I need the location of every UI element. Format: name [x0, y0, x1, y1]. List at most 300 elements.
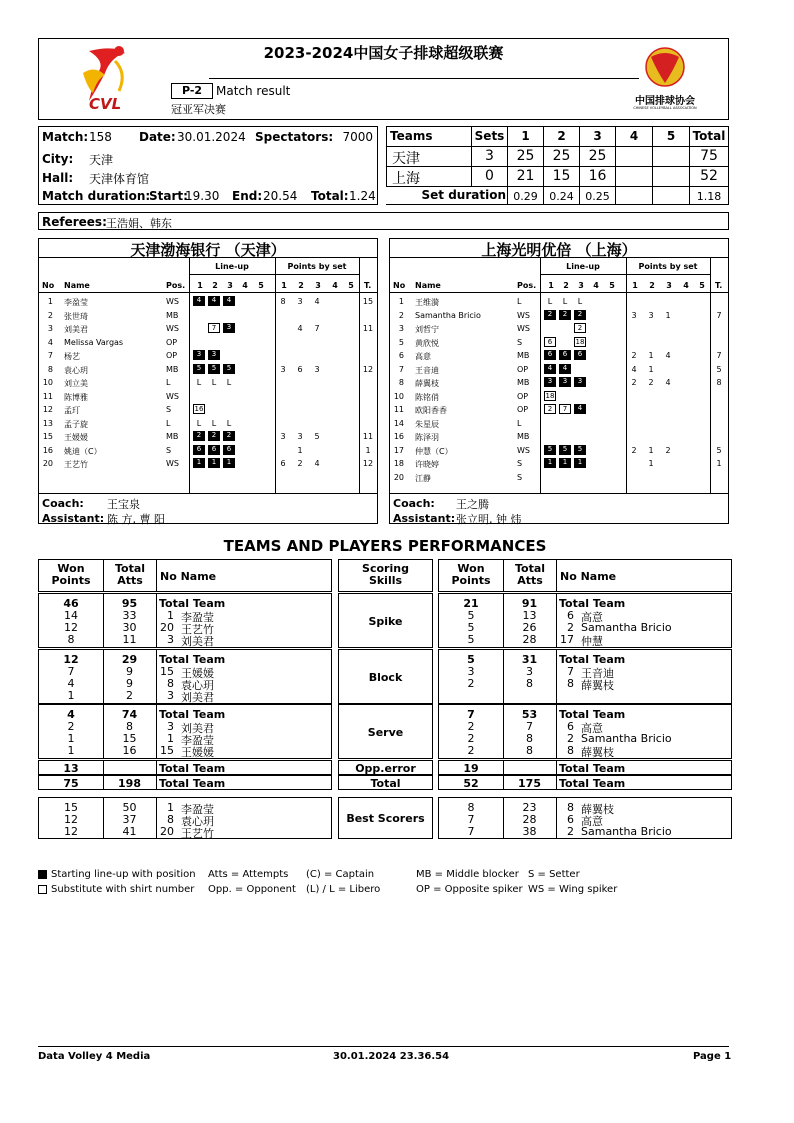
score-header-set3: 3: [593, 129, 602, 143]
team-a-player-row: [39, 403, 377, 416]
total-atts: 9: [126, 677, 133, 690]
referees-names: 王浩娟、韩东: [106, 217, 172, 230]
player-name: Samantha Bricio: [581, 732, 672, 745]
match-date: 30.01.2024: [177, 130, 246, 144]
set-points: 3: [648, 310, 654, 320]
lineup-starter: 5: [544, 445, 556, 455]
player-number: 2: [398, 310, 404, 320]
total-atts: 38: [522, 825, 537, 838]
player-number: 8: [167, 677, 174, 690]
score-team-b-total: 52: [700, 168, 718, 184]
team-a-player-row: [39, 430, 377, 443]
set-points: 6: [280, 459, 286, 468]
player-number: 2: [567, 732, 574, 745]
set-duration-label: Set duration: [421, 188, 506, 202]
left-total-header: Total Atts: [114, 562, 146, 587]
hall-label: Hall:: [42, 171, 74, 185]
player-position: L: [517, 418, 522, 428]
end-time: 20.54: [263, 189, 298, 203]
total-points: 7: [716, 310, 722, 320]
legend-op: OP = Opposite spiker: [416, 884, 523, 895]
total-atts: 2: [126, 689, 133, 702]
legend-libero: (L) / L = Libero: [306, 884, 381, 895]
player-number: 16: [42, 445, 53, 455]
lineup-starter: 1: [223, 458, 235, 468]
title-underline: [209, 78, 639, 79]
player-number: 15: [160, 665, 174, 678]
player-number: 8: [567, 677, 574, 690]
team-a-t-header: T.: [364, 281, 372, 290]
team-a-points-set-3: 3: [315, 281, 321, 290]
won-points: 8: [67, 633, 75, 646]
score-team-b-sets: 0: [485, 168, 494, 184]
total-atts: 8: [526, 732, 533, 745]
team-a-coach-label: Coach:: [42, 497, 84, 510]
lineup-starter: 4: [574, 404, 586, 414]
player-number: 1: [167, 801, 174, 814]
total-points: 1: [365, 445, 371, 455]
team-a-player-row: [39, 417, 377, 430]
won-points: 14: [64, 609, 78, 622]
player-name: Total Team: [559, 708, 626, 721]
skills-header: [338, 559, 433, 592]
player-number: 3: [398, 324, 404, 333]
team-b-pos-header: Pos.: [517, 281, 537, 290]
right-total-row: [438, 775, 732, 790]
lineup-starter: 3: [559, 377, 571, 387]
lineup-starter: 2: [223, 431, 235, 441]
lineup-starter: 5: [193, 364, 205, 374]
total-points: 1: [716, 459, 722, 468]
player-name: 李盈莹: [181, 734, 214, 747]
team-a-roster: [38, 238, 378, 524]
player-number: 13: [42, 418, 53, 428]
player-position: OP: [517, 391, 529, 401]
skill-serve: [338, 704, 433, 759]
total-atts: 8: [126, 720, 133, 733]
won-points: 21: [463, 597, 479, 610]
cva-logo-subtext: CHINESE VOLLEYBALL ASSOCIATION: [633, 106, 697, 110]
lineup-substitute: 6: [544, 337, 556, 347]
team-b-player-row: [390, 322, 728, 335]
lineup-starter: 5: [223, 364, 235, 374]
player-number: 6: [567, 720, 574, 733]
team-a-points-set-5: 5: [348, 281, 354, 290]
lineup-starter: 4: [223, 296, 235, 306]
player-position: OP: [517, 405, 529, 414]
won-points: 1: [67, 689, 75, 702]
score-header-set2: 2: [557, 129, 566, 143]
right-perf-header: [438, 559, 732, 592]
won-points: 7: [467, 813, 475, 826]
player-number: 8: [567, 744, 574, 757]
score-team-a-set2: 25: [552, 148, 571, 164]
team-b-player-row: [390, 390, 728, 403]
team-b-lineup-set-3: 3: [578, 281, 584, 290]
lineup-starter: 2: [193, 431, 205, 441]
player-number: 3: [47, 324, 53, 333]
player-position: OP: [166, 351, 178, 360]
lineup-starter: 6: [574, 350, 586, 360]
lineup-libero: L: [226, 418, 232, 428]
player-name: 杨艺: [64, 352, 80, 361]
row-label: Total Team: [559, 777, 626, 790]
player-position: S: [166, 445, 172, 455]
cva-logo: [625, 45, 705, 117]
player-name: 刘美君: [181, 691, 214, 704]
player-position: WS: [166, 391, 179, 401]
won-points: 15: [64, 801, 78, 814]
team-b-points-set-5: 5: [699, 281, 705, 290]
player-name: 薛翼枝: [581, 803, 614, 816]
lineup-starter: 2: [574, 310, 586, 320]
total-atts: 23: [522, 801, 537, 814]
player-number: 4: [47, 337, 53, 347]
footer-rule: [38, 1046, 729, 1047]
won-points: 4: [67, 677, 75, 690]
player-number: 3: [167, 633, 174, 646]
player-number: 20: [42, 459, 53, 468]
total-points: 12: [362, 459, 374, 468]
player-name: 薛翼枝: [415, 379, 439, 388]
set-points: 4: [297, 324, 303, 333]
team-b-lineup-set-2: 2: [563, 281, 569, 290]
set-points: 3: [297, 432, 303, 441]
player-position: S: [166, 405, 172, 414]
team-a-no-header: No: [42, 281, 55, 290]
team-b-player-row: [390, 376, 728, 389]
won-points: 12: [64, 825, 78, 838]
player-number: 15: [160, 744, 174, 757]
end-label: End:: [232, 189, 263, 203]
best-scorers-label: Best Scorers: [346, 812, 425, 825]
player-name: 姚迪（C）: [64, 446, 102, 456]
set-duration-2: 0.24: [549, 190, 574, 203]
total-atts: 74: [121, 708, 138, 721]
right-noname-header: No Name: [560, 570, 617, 583]
total-atts: 16: [122, 744, 137, 757]
player-name: 王艺竹: [181, 623, 214, 636]
left-perf-header: [38, 559, 332, 592]
player-number: 6: [398, 351, 404, 360]
right-block-block: [438, 649, 732, 704]
team-b-lineup-set-4: 4: [593, 281, 599, 290]
player-number: 17: [393, 445, 404, 455]
player-name: 仲慧（C）: [415, 446, 453, 456]
player-position: WS: [166, 297, 179, 306]
player-number: 8: [567, 801, 574, 814]
player-name: 刘哲宁: [415, 325, 439, 334]
skill-opp-error: [338, 760, 433, 775]
score-header-set1: 1: [521, 129, 530, 143]
team-a-assistant-label: Assistant:: [42, 512, 105, 525]
lineup-starter: 6: [544, 350, 556, 360]
won-points: 13: [63, 762, 79, 775]
team-b-points-set-1: 1: [632, 281, 638, 290]
won-points: 46: [63, 597, 79, 610]
player-position: MB: [166, 432, 179, 441]
header-box: [38, 38, 729, 120]
team-a-lineup-header: Line-up: [215, 262, 249, 271]
won-points: 5: [467, 621, 475, 634]
won-points: 2: [467, 744, 475, 757]
lineup-libero: L: [577, 297, 583, 306]
team-a-player-row: [39, 390, 377, 403]
player-number: 11: [42, 391, 53, 401]
team-a-lineup-set-1: 1: [197, 281, 203, 290]
set-points: 3: [280, 364, 286, 374]
legend-starting: Starting line-up with position: [51, 869, 196, 880]
player-name: 王媛媛: [181, 746, 214, 759]
cva-logo-text: 中国排球协会: [635, 96, 695, 107]
player-name: Melissa Vargas: [64, 337, 124, 347]
lineup-libero: L: [547, 297, 553, 306]
player-position: L: [166, 378, 171, 387]
player-number: 20: [160, 621, 174, 634]
team-b-player-row: [390, 309, 728, 322]
won-points: 2: [467, 720, 475, 733]
player-name: 袁心玥: [181, 679, 214, 692]
lineup-starter: 3: [193, 350, 205, 360]
player-number: 3: [167, 689, 174, 702]
team-b-player-row: [390, 336, 728, 349]
player-name: 欧阳香香: [415, 406, 447, 415]
score-team-b-set3: 16: [588, 168, 607, 184]
city-value: 天津: [89, 153, 114, 167]
total-atts: 95: [121, 597, 138, 610]
player-number: 2: [567, 621, 574, 634]
total-atts: 11: [122, 633, 137, 646]
lineup-starter: 5: [574, 445, 586, 455]
set-points: 2: [631, 445, 637, 455]
lineup-starter: 4: [559, 364, 571, 374]
set-points: 1: [648, 364, 654, 374]
player-name: 孟玎: [64, 406, 80, 415]
match-info-box: [38, 126, 378, 205]
player-number: 7: [567, 665, 574, 678]
won-points: 4: [67, 708, 75, 721]
score-team-a-total: 75: [700, 148, 718, 164]
left-opp-error-row: [38, 760, 332, 775]
team-a-player-row: [39, 295, 377, 308]
total-duration: 1.24: [349, 189, 376, 203]
set-points: 4: [314, 297, 320, 306]
player-name: 王音迪: [581, 667, 614, 680]
team-b-coach-label: Coach:: [393, 497, 435, 510]
team-a-player-row: [39, 363, 377, 376]
total-points: 11: [362, 432, 374, 441]
total-atts: 91: [521, 597, 538, 610]
player-name: 张世琦: [64, 311, 88, 321]
lineup-substitute: 16: [194, 405, 204, 413]
player-name: 许晓婷: [415, 460, 439, 469]
score-team-a: 天津: [392, 151, 420, 167]
team-a-points-set-1: 1: [281, 281, 287, 290]
lineup-starter: 6: [193, 445, 205, 455]
right-total-header: Total Atts: [514, 562, 546, 587]
right-spike-block: [438, 593, 732, 648]
skill-label: Block: [368, 671, 403, 684]
doc-code-box: [171, 83, 213, 99]
player-name: 高意: [581, 815, 603, 828]
total-atts: 198: [118, 777, 141, 790]
player-name: 仲慧: [581, 635, 603, 648]
lineup-starter: 3: [208, 350, 220, 360]
score-header-sets: Sets: [474, 129, 505, 143]
team-b-player-row: [390, 430, 728, 443]
total-atts: 28: [522, 813, 537, 826]
total-points: 5: [716, 445, 722, 455]
left-total-row: [38, 775, 332, 790]
won-points: 7: [467, 708, 475, 721]
player-name: 高意: [581, 722, 603, 735]
team-b-player-row: [390, 295, 728, 308]
total-atts: 28: [522, 633, 537, 646]
player-position: S: [517, 472, 523, 482]
player-number: 10: [42, 378, 53, 387]
match-label: Match:: [42, 130, 89, 144]
won-points: 12: [64, 813, 78, 826]
set-points: 8: [280, 297, 286, 306]
team-a-name-header: Name: [64, 281, 90, 290]
team-a-lineup-set-5: 5: [258, 281, 264, 290]
player-number: 20: [393, 472, 404, 482]
lineup-libero: L: [562, 297, 568, 306]
score-team-b-set1: 21: [516, 168, 535, 184]
total-atts: 41: [122, 825, 137, 838]
player-number: 5: [398, 337, 404, 347]
player-name: 薛翼枝: [581, 746, 614, 759]
cvl-logo-text: CVL: [89, 95, 122, 113]
legend-atts: Atts = Attempts: [208, 869, 289, 880]
score-team-a-sets: 3: [485, 148, 494, 164]
player-name: Samantha Bricio: [581, 621, 672, 634]
player-number: 6: [567, 609, 574, 622]
player-name: 薛翼枝: [581, 679, 614, 692]
score-team-a-set3: 25: [588, 148, 607, 164]
left-noname-header: No Name: [160, 570, 217, 583]
set-points: 1: [665, 310, 671, 320]
player-number: 20: [160, 825, 174, 838]
team-b-coach: 王之腾: [456, 498, 489, 511]
skill-label: Spike: [368, 615, 403, 628]
player-number: 1: [398, 297, 404, 306]
set-points: 2: [297, 459, 303, 468]
set-points: 2: [648, 378, 654, 387]
team-b-points-header: Points by set: [638, 262, 698, 271]
starter-legend-icon: [38, 870, 47, 879]
team-b-player-row: [390, 444, 728, 457]
set-points: 2: [631, 351, 637, 360]
set-points: 3: [297, 297, 303, 306]
won-points: 5: [467, 609, 475, 622]
lineup-starter: 1: [193, 458, 205, 468]
lineup-starter: 4: [208, 296, 220, 306]
spectators-value: 7000: [342, 130, 373, 144]
lineup-libero: L: [196, 418, 202, 428]
lineup-starter: 1: [208, 458, 220, 468]
total-atts: 13: [522, 609, 537, 622]
player-number: 16: [393, 432, 404, 441]
team-b-player-row: [390, 403, 728, 416]
player-name: 陈铭俏: [415, 392, 439, 402]
score-team-b-set2: 15: [552, 168, 571, 184]
legend-substitute: Substitute with shirt number: [51, 884, 195, 895]
total-atts: 30: [122, 621, 137, 634]
legend-setter: S = Setter: [528, 869, 580, 880]
total-atts: 175: [518, 777, 541, 790]
total-atts: 8: [526, 744, 533, 757]
score-header-set4: 4: [629, 129, 639, 143]
player-position: WS: [166, 324, 179, 333]
won-points: 75: [63, 777, 79, 790]
set-points: 4: [314, 459, 320, 468]
legend-ws: WS = Wing spiker: [528, 884, 618, 895]
skill-spike: [338, 593, 433, 648]
team-b-player-row: [390, 349, 728, 362]
player-number: 17: [560, 633, 574, 646]
player-number: 7: [398, 364, 404, 374]
player-position: WS: [517, 445, 530, 455]
team-b-player-row: [390, 471, 728, 484]
team-b-assistant-label: Assistant:: [393, 512, 456, 525]
player-position: WS: [517, 324, 530, 333]
set-points: 1: [648, 459, 654, 468]
player-position: OP: [517, 364, 529, 374]
player-number: 1: [167, 732, 174, 745]
player-number: 11: [393, 405, 404, 414]
team-b-roster: [389, 238, 729, 524]
player-name: 朱星辰: [415, 419, 439, 429]
player-number: 2: [47, 310, 53, 320]
won-points: 52: [463, 777, 479, 790]
player-name: 王音迪: [415, 365, 439, 375]
lineup-starter: 5: [559, 445, 571, 455]
player-name: Total Team: [159, 597, 226, 610]
row-label: Total Team: [559, 762, 626, 775]
skill-block: [338, 649, 433, 704]
lineup-substitute: 2: [574, 323, 586, 333]
score-team-a-set1: 25: [516, 148, 535, 164]
city-label: City:: [42, 152, 74, 166]
team-b-points-set-3: 3: [666, 281, 672, 290]
set-points: 3: [314, 364, 320, 374]
player-number: 14: [393, 418, 404, 428]
set-points: 3: [280, 432, 286, 441]
doc-code: P-2: [181, 84, 203, 97]
player-name: 刘美君: [181, 722, 214, 735]
skill-total: [338, 775, 433, 790]
won-points: 1: [67, 732, 75, 745]
won-points: 12: [64, 621, 78, 634]
team-b-player-row: [390, 457, 728, 470]
lineup-starter: 1: [574, 458, 586, 468]
legend: [38, 868, 729, 900]
set-points: 5: [314, 432, 320, 441]
left-best-scorers-block: [38, 797, 332, 839]
hall-value: 天津体育馆: [89, 172, 150, 186]
team-b-t-header: T.: [715, 281, 723, 290]
start-time: 19.30: [185, 189, 220, 203]
won-points: 19: [463, 762, 479, 775]
left-block-block: [38, 649, 332, 704]
player-name: Total Team: [159, 653, 226, 666]
legend-opp: Opp. = Opponent: [208, 884, 296, 895]
set-points: 2: [631, 378, 637, 387]
team-a-points-set-2: 2: [298, 281, 304, 290]
player-name: 李盈莹: [181, 611, 214, 624]
team-b-lineup-set-5: 5: [609, 281, 615, 290]
